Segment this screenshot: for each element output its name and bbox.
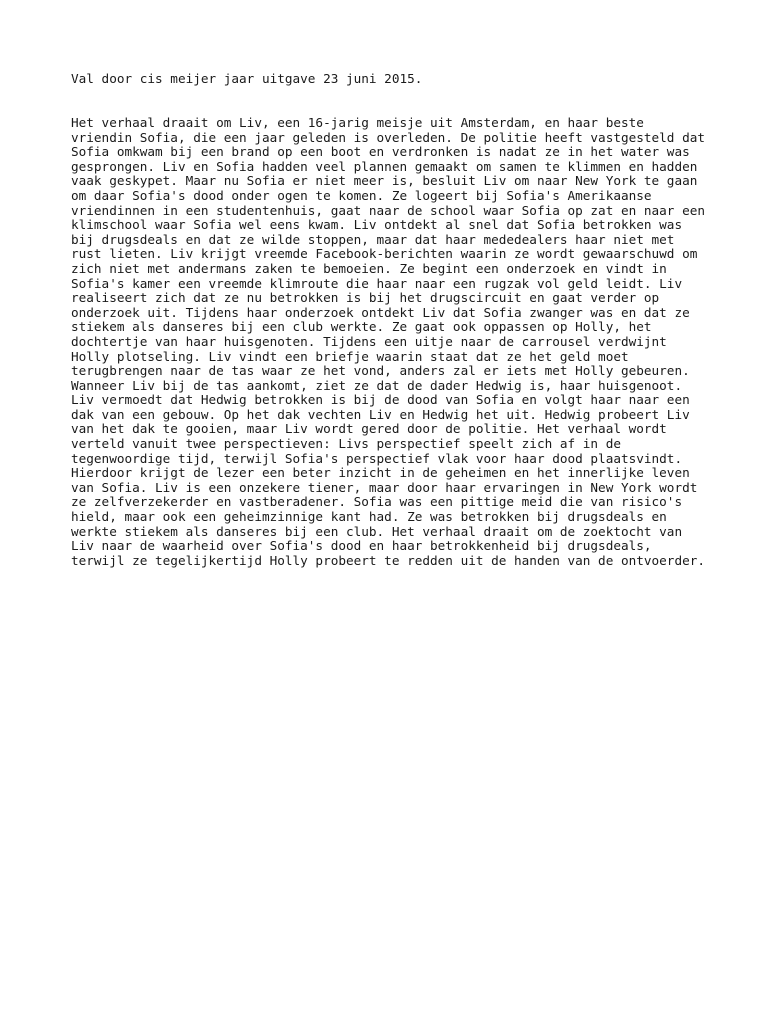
- body-line: hield, maar ook een geheimzinnige kant had. Ze was betrokken bij drugsdeals en: [71, 509, 667, 525]
- body-line: om daar Sofia's dood onder ogen te komen. Ze logeert bij Sofia's Amerikaanse: [71, 187, 652, 203]
- body-line: klimschool waar Sofia wel eens kwam. Liv ontdekt al snel dat Sofia betrokken was: [71, 217, 683, 233]
- body-line: vriendin Sofia, die een jaar geleden is overleden. De politie heeft vastgesteld dat: [71, 129, 705, 145]
- body-line: van het dak te gooien, maar Liv wordt gered door de politie. Het verhaal wordt: [71, 421, 667, 437]
- body-line: onderzoek uit. Tijdens haar onderzoek ontdekt Liv dat Sofia zwanger was en dat ze: [71, 304, 690, 320]
- body-line: Het verhaal draait om Liv, een 16-jarig meisje uit Amsterdam, en haar beste: [71, 115, 644, 130]
- body-line: realiseert zich dat ze nu betrokken is bij het drugscircuit en gaat verder op: [71, 290, 660, 306]
- body-line: van Sofia. Liv is een onzekere tiener, maar door haar ervaringen in New York wordt: [71, 479, 698, 495]
- body-line: dak van een gebouw. Op het dak vechten Liv en Hedwig het uit. Hedwig probeert Liv: [71, 406, 690, 422]
- body-line: zich niet met andermans zaken te bemoeien. Ze begint een onderzoek en vindt in: [71, 260, 667, 276]
- document-body: [71, 116, 711, 568]
- body-line: stiekem als danseres bij een club werkte. Ze gaat ook oppassen op Holly, het: [71, 319, 652, 335]
- body-line: Liv vermoedt dat Hedwig betrokken is bij de dood van Sofia en volgt haar naar een: [71, 392, 690, 408]
- body-line: ze zelfverzekerder en vastberadener. Sofia was een pittige meid die van risico's: [71, 494, 683, 510]
- document-header: Val door cis meijer jaar uitgave 23 juni 2015.: [71, 71, 423, 86]
- body-line: Liv naar de waarheid over Sofia's dood en haar betrokkenheid bij drugsdeals,: [71, 538, 652, 554]
- body-line: dochtertje van haar huisgenoten. Tijdens een uitje naar de carrousel verdwijnt: [71, 333, 667, 349]
- body-line: Holly plotseling. Liv vindt een briefje waarin staat dat ze het geld moet: [71, 348, 629, 364]
- body-line: Sofia omkwam bij een brand op een boot en verdronken is nadat ze in het water was: [71, 144, 690, 160]
- body-line: Wanneer Liv bij de tas aankomt, ziet ze dat de dader Hedwig is, haar huisgenoot.: [71, 377, 683, 393]
- body-line: tegenwoordige tijd, terwijl Sofia's perspectief vlak voor haar dood plaatsvindt.: [71, 450, 683, 466]
- body-line: Hierdoor krijgt de lezer een beter inzicht in de geheimen en het innerlijke leven: [71, 465, 690, 481]
- body-line: vriendinnen in een studentenhuis, gaat naar de school waar Sofia op zat en naar een: [71, 202, 705, 218]
- body-line: terwijl ze tegelijkertijd Holly probeert te redden uit de handen van de ontvoerder.: [71, 552, 705, 568]
- body-line: verteld vanuit twee perspectieven: Livs perspectief speelt zich af in de: [71, 436, 621, 452]
- body-line: rust lieten. Liv krijgt vreemde Facebook-berichten waarin ze wordt gewaarschuwd om: [71, 246, 698, 262]
- body-line: gesprongen. Liv en Sofia hadden veel plannen gemaakt om samen te klimmen en hadden: [71, 158, 698, 174]
- body-line: vaak geskypet. Maar nu Sofia er niet meer is, besluit Liv om naar New York te gaan: [71, 173, 698, 189]
- body-line: werkte stiekem als danseres bij een club. Het verhaal draait om de zoektocht van: [71, 523, 683, 539]
- body-line: terugbrengen naar de tas waar ze het vond, anders zal er iets met Holly gebeuren.: [71, 363, 690, 379]
- body-line: Sofia's kamer een vreemde klimroute die haar naar een rugzak vol geld leidt. Liv: [71, 275, 683, 291]
- body-line: bij drugsdeals en dat ze wilde stoppen, maar dat haar mededealers haar niet met: [71, 231, 675, 247]
